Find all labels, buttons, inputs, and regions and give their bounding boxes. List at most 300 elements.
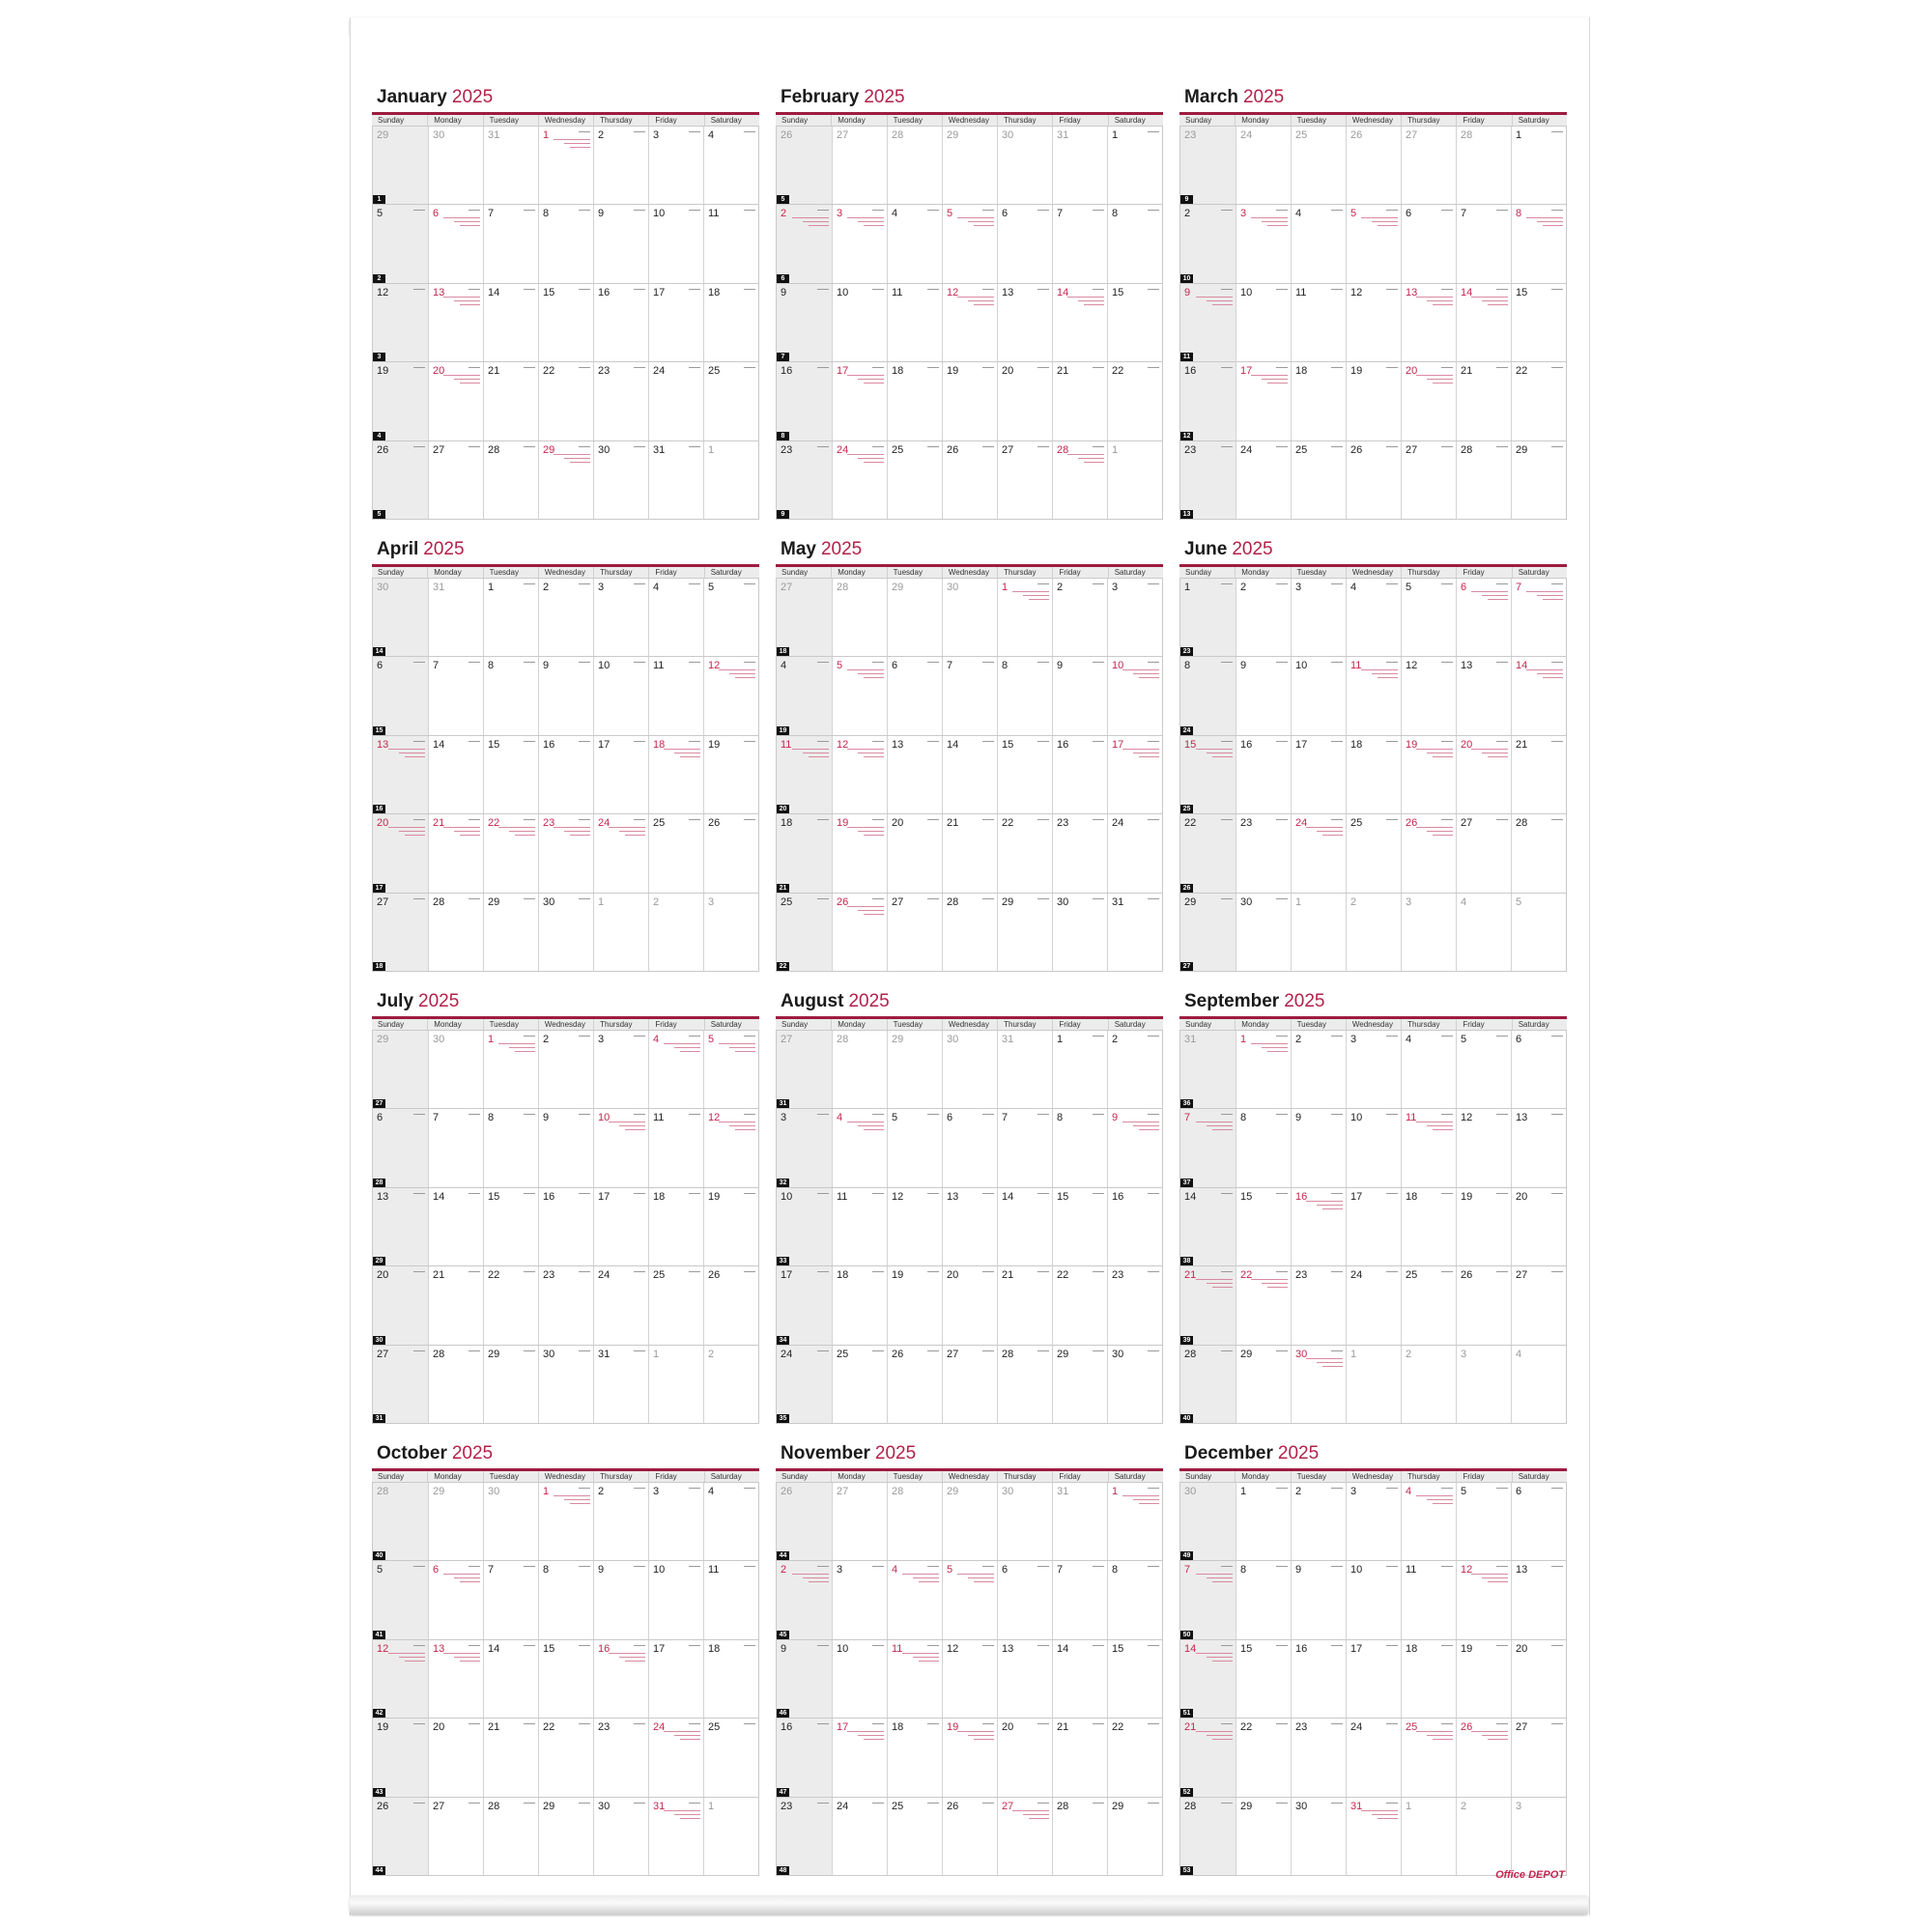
- day-cell[interactable]: [538, 362, 593, 440]
- day-cell[interactable]: [1236, 579, 1291, 656]
- day-cell[interactable]: [1511, 284, 1566, 361]
- day-cell[interactable]: [648, 441, 703, 519]
- day-cell[interactable]: [777, 657, 832, 734]
- day-cell[interactable]: [887, 657, 942, 734]
- day-cell[interactable]: [1052, 205, 1107, 282]
- day-cell[interactable]: [997, 736, 1052, 813]
- day-cell[interactable]: [1346, 1798, 1401, 1875]
- day-cell[interactable]: [777, 127, 832, 204]
- day-cell[interactable]: [1401, 1640, 1456, 1718]
- day-cell[interactable]: [483, 1266, 538, 1344]
- day-cell[interactable]: [538, 1561, 593, 1638]
- day-cell[interactable]: [373, 1346, 428, 1423]
- day-cell[interactable]: [997, 1346, 1052, 1423]
- day-cell[interactable]: [1456, 1798, 1511, 1875]
- day-cell[interactable]: [1052, 1483, 1107, 1560]
- day-cell[interactable]: [1180, 1109, 1236, 1186]
- day-cell[interactable]: [887, 1483, 942, 1560]
- day-cell[interactable]: [887, 1188, 942, 1265]
- day-cell[interactable]: [942, 362, 997, 440]
- day-cell[interactable]: [373, 894, 428, 971]
- day-cell[interactable]: [1107, 657, 1162, 734]
- day-cell[interactable]: [942, 1483, 997, 1560]
- day-cell[interactable]: [832, 205, 887, 282]
- day-cell[interactable]: [648, 1109, 703, 1186]
- day-cell[interactable]: [538, 1483, 593, 1560]
- day-cell[interactable]: [1291, 1640, 1346, 1718]
- day-cell[interactable]: [1456, 1346, 1511, 1423]
- day-cell[interactable]: [1180, 894, 1236, 971]
- day-cell[interactable]: [887, 736, 942, 813]
- day-cell[interactable]: [703, 1640, 758, 1718]
- day-cell[interactable]: [1291, 441, 1346, 519]
- day-cell[interactable]: [997, 894, 1052, 971]
- day-cell[interactable]: [538, 1031, 593, 1108]
- day-cell[interactable]: [777, 736, 832, 813]
- day-cell[interactable]: [997, 1031, 1052, 1108]
- day-cell[interactable]: [1511, 579, 1566, 656]
- day-cell[interactable]: [1456, 1188, 1511, 1265]
- day-cell[interactable]: [777, 814, 832, 892]
- day-cell[interactable]: [1236, 657, 1291, 734]
- day-cell[interactable]: [1456, 894, 1511, 971]
- day-cell[interactable]: [648, 814, 703, 892]
- day-cell[interactable]: [832, 1346, 887, 1423]
- day-cell[interactable]: [1511, 814, 1566, 892]
- day-cell[interactable]: [942, 1719, 997, 1796]
- day-cell[interactable]: [428, 1483, 483, 1560]
- day-cell[interactable]: [648, 1798, 703, 1875]
- day-cell[interactable]: [1052, 736, 1107, 813]
- day-cell[interactable]: [942, 441, 997, 519]
- day-cell[interactable]: [1052, 1031, 1107, 1108]
- day-cell[interactable]: [1052, 1346, 1107, 1423]
- day-cell[interactable]: [648, 127, 703, 204]
- day-cell[interactable]: [703, 814, 758, 892]
- day-cell[interactable]: [1456, 1561, 1511, 1638]
- day-cell[interactable]: [1107, 1719, 1162, 1796]
- day-cell[interactable]: [1180, 205, 1236, 282]
- day-cell[interactable]: [483, 579, 538, 656]
- day-cell[interactable]: [593, 1719, 648, 1796]
- day-cell[interactable]: [483, 1346, 538, 1423]
- day-cell[interactable]: [1052, 362, 1107, 440]
- day-cell[interactable]: [777, 1719, 832, 1796]
- day-cell[interactable]: [832, 1188, 887, 1265]
- day-cell[interactable]: [483, 1109, 538, 1186]
- day-cell[interactable]: [648, 1266, 703, 1344]
- day-cell[interactable]: [428, 1640, 483, 1718]
- day-cell[interactable]: [483, 814, 538, 892]
- day-cell[interactable]: [648, 1188, 703, 1265]
- day-cell[interactable]: [1107, 127, 1162, 204]
- day-cell[interactable]: [703, 1798, 758, 1875]
- day-cell[interactable]: [1456, 284, 1511, 361]
- day-cell[interactable]: [1511, 1483, 1566, 1560]
- day-cell[interactable]: [777, 441, 832, 519]
- day-cell[interactable]: [538, 657, 593, 734]
- day-cell[interactable]: [942, 284, 997, 361]
- day-cell[interactable]: [483, 441, 538, 519]
- day-cell[interactable]: [777, 1561, 832, 1638]
- day-cell[interactable]: [703, 284, 758, 361]
- day-cell[interactable]: [428, 1346, 483, 1423]
- day-cell[interactable]: [1346, 657, 1401, 734]
- day-cell[interactable]: [538, 1188, 593, 1265]
- day-cell[interactable]: [593, 205, 648, 282]
- day-cell[interactable]: [1401, 1798, 1456, 1875]
- day-cell[interactable]: [1236, 1719, 1291, 1796]
- day-cell[interactable]: [1401, 736, 1456, 813]
- day-cell[interactable]: [593, 1483, 648, 1560]
- day-cell[interactable]: [1346, 127, 1401, 204]
- day-cell[interactable]: [777, 205, 832, 282]
- day-cell[interactable]: [483, 284, 538, 361]
- day-cell[interactable]: [1107, 894, 1162, 971]
- day-cell[interactable]: [1456, 362, 1511, 440]
- day-cell[interactable]: [942, 1346, 997, 1423]
- day-cell[interactable]: [832, 127, 887, 204]
- day-cell[interactable]: [887, 1031, 942, 1108]
- day-cell[interactable]: [832, 736, 887, 813]
- day-cell[interactable]: [648, 736, 703, 813]
- day-cell[interactable]: [832, 579, 887, 656]
- day-cell[interactable]: [777, 1109, 832, 1186]
- day-cell[interactable]: [648, 1719, 703, 1796]
- day-cell[interactable]: [1456, 657, 1511, 734]
- day-cell[interactable]: [1511, 1031, 1566, 1108]
- day-cell[interactable]: [1346, 1483, 1401, 1560]
- day-cell[interactable]: [1180, 1266, 1236, 1344]
- day-cell[interactable]: [1180, 814, 1236, 892]
- day-cell[interactable]: [1346, 284, 1401, 361]
- day-cell[interactable]: [703, 1266, 758, 1344]
- day-cell[interactable]: [703, 1483, 758, 1560]
- day-cell[interactable]: [428, 1031, 483, 1108]
- day-cell[interactable]: [1456, 1266, 1511, 1344]
- day-cell[interactable]: [1107, 1798, 1162, 1875]
- day-cell[interactable]: [703, 362, 758, 440]
- day-cell[interactable]: [703, 1031, 758, 1108]
- day-cell[interactable]: [942, 1561, 997, 1638]
- day-cell[interactable]: [887, 127, 942, 204]
- day-cell[interactable]: [428, 1266, 483, 1344]
- day-cell[interactable]: [593, 127, 648, 204]
- day-cell[interactable]: [777, 1640, 832, 1718]
- day-cell[interactable]: [1346, 441, 1401, 519]
- day-cell[interactable]: [1052, 894, 1107, 971]
- day-cell[interactable]: [1291, 205, 1346, 282]
- day-cell[interactable]: [373, 1266, 428, 1344]
- day-cell[interactable]: [538, 894, 593, 971]
- day-cell[interactable]: [1052, 127, 1107, 204]
- day-cell[interactable]: [997, 284, 1052, 361]
- day-cell[interactable]: [832, 1719, 887, 1796]
- day-cell[interactable]: [997, 205, 1052, 282]
- day-cell[interactable]: [1346, 205, 1401, 282]
- day-cell[interactable]: [373, 736, 428, 813]
- day-cell[interactable]: [1511, 205, 1566, 282]
- day-cell[interactable]: [1511, 1719, 1566, 1796]
- day-cell[interactable]: [1291, 284, 1346, 361]
- day-cell[interactable]: [428, 1719, 483, 1796]
- day-cell[interactable]: [777, 1266, 832, 1344]
- day-cell[interactable]: [1346, 579, 1401, 656]
- day-cell[interactable]: [1180, 1719, 1236, 1796]
- day-cell[interactable]: [428, 814, 483, 892]
- day-cell[interactable]: [997, 579, 1052, 656]
- day-cell[interactable]: [703, 205, 758, 282]
- day-cell[interactable]: [373, 1109, 428, 1186]
- day-cell[interactable]: [648, 1561, 703, 1638]
- day-cell[interactable]: [1236, 1266, 1291, 1344]
- day-cell[interactable]: [1180, 579, 1236, 656]
- day-cell[interactable]: [1511, 127, 1566, 204]
- day-cell[interactable]: [832, 894, 887, 971]
- day-cell[interactable]: [777, 1346, 832, 1423]
- day-cell[interactable]: [1291, 1798, 1346, 1875]
- day-cell[interactable]: [373, 1640, 428, 1718]
- day-cell[interactable]: [373, 284, 428, 361]
- day-cell[interactable]: [1291, 579, 1346, 656]
- day-cell[interactable]: [1511, 1266, 1566, 1344]
- day-cell[interactable]: [1107, 1266, 1162, 1344]
- day-cell[interactable]: [703, 1109, 758, 1186]
- day-cell[interactable]: [832, 814, 887, 892]
- day-cell[interactable]: [777, 284, 832, 361]
- day-cell[interactable]: [1236, 441, 1291, 519]
- day-cell[interactable]: [593, 1346, 648, 1423]
- day-cell[interactable]: [1401, 441, 1456, 519]
- day-cell[interactable]: [1107, 579, 1162, 656]
- day-cell[interactable]: [1456, 205, 1511, 282]
- day-cell[interactable]: [373, 127, 428, 204]
- day-cell[interactable]: [777, 1031, 832, 1108]
- day-cell[interactable]: [538, 1798, 593, 1875]
- day-cell[interactable]: [1180, 1346, 1236, 1423]
- day-cell[interactable]: [373, 362, 428, 440]
- day-cell[interactable]: [1346, 1719, 1401, 1796]
- day-cell[interactable]: [1401, 814, 1456, 892]
- day-cell[interactable]: [1346, 1346, 1401, 1423]
- day-cell[interactable]: [942, 1640, 997, 1718]
- day-cell[interactable]: [1107, 441, 1162, 519]
- day-cell[interactable]: [997, 1719, 1052, 1796]
- day-cell[interactable]: [483, 894, 538, 971]
- day-cell[interactable]: [593, 1798, 648, 1875]
- day-cell[interactable]: [373, 1561, 428, 1638]
- day-cell[interactable]: [483, 1031, 538, 1108]
- day-cell[interactable]: [942, 814, 997, 892]
- day-cell[interactable]: [593, 814, 648, 892]
- day-cell[interactable]: [1401, 1109, 1456, 1186]
- day-cell[interactable]: [538, 814, 593, 892]
- day-cell[interactable]: [1236, 894, 1291, 971]
- day-cell[interactable]: [832, 657, 887, 734]
- day-cell[interactable]: [1401, 1483, 1456, 1560]
- day-cell[interactable]: [703, 894, 758, 971]
- day-cell[interactable]: [1511, 441, 1566, 519]
- day-cell[interactable]: [483, 362, 538, 440]
- day-cell[interactable]: [832, 1031, 887, 1108]
- day-cell[interactable]: [1401, 1561, 1456, 1638]
- day-cell[interactable]: [428, 657, 483, 734]
- day-cell[interactable]: [777, 1188, 832, 1265]
- day-cell[interactable]: [593, 1561, 648, 1638]
- day-cell[interactable]: [1236, 362, 1291, 440]
- day-cell[interactable]: [1236, 284, 1291, 361]
- day-cell[interactable]: [887, 284, 942, 361]
- day-cell[interactable]: [1052, 1109, 1107, 1186]
- day-cell[interactable]: [1511, 1346, 1566, 1423]
- day-cell[interactable]: [593, 1266, 648, 1344]
- day-cell[interactable]: [1052, 814, 1107, 892]
- day-cell[interactable]: [1107, 1640, 1162, 1718]
- day-cell[interactable]: [648, 657, 703, 734]
- day-cell[interactable]: [832, 1561, 887, 1638]
- day-cell[interactable]: [942, 1798, 997, 1875]
- day-cell[interactable]: [373, 657, 428, 734]
- day-cell[interactable]: [1052, 441, 1107, 519]
- day-cell[interactable]: [538, 284, 593, 361]
- day-cell[interactable]: [703, 441, 758, 519]
- day-cell[interactable]: [1052, 1640, 1107, 1718]
- day-cell[interactable]: [1346, 1188, 1401, 1265]
- day-cell[interactable]: [997, 657, 1052, 734]
- day-cell[interactable]: [538, 1109, 593, 1186]
- day-cell[interactable]: [1236, 1483, 1291, 1560]
- day-cell[interactable]: [1401, 1266, 1456, 1344]
- day-cell[interactable]: [1291, 1719, 1346, 1796]
- day-cell[interactable]: [1456, 1483, 1511, 1560]
- day-cell[interactable]: [1456, 1031, 1511, 1108]
- day-cell[interactable]: [428, 579, 483, 656]
- day-cell[interactable]: [483, 736, 538, 813]
- day-cell[interactable]: [1236, 205, 1291, 282]
- day-cell[interactable]: [1456, 579, 1511, 656]
- day-cell[interactable]: [1401, 284, 1456, 361]
- day-cell[interactable]: [538, 1719, 593, 1796]
- day-cell[interactable]: [1291, 1188, 1346, 1265]
- day-cell[interactable]: [1180, 736, 1236, 813]
- day-cell[interactable]: [428, 127, 483, 204]
- day-cell[interactable]: [1291, 736, 1346, 813]
- day-cell[interactable]: [538, 205, 593, 282]
- day-cell[interactable]: [428, 284, 483, 361]
- day-cell[interactable]: [1456, 1719, 1511, 1796]
- day-cell[interactable]: [1180, 441, 1236, 519]
- day-cell[interactable]: [832, 362, 887, 440]
- day-cell[interactable]: [1107, 362, 1162, 440]
- day-cell[interactable]: [428, 894, 483, 971]
- day-cell[interactable]: [538, 441, 593, 519]
- day-cell[interactable]: [593, 441, 648, 519]
- day-cell[interactable]: [1236, 1188, 1291, 1265]
- day-cell[interactable]: [373, 1719, 428, 1796]
- day-cell[interactable]: [1107, 1109, 1162, 1186]
- day-cell[interactable]: [538, 1346, 593, 1423]
- day-cell[interactable]: [593, 579, 648, 656]
- day-cell[interactable]: [483, 127, 538, 204]
- day-cell[interactable]: [428, 441, 483, 519]
- day-cell[interactable]: [887, 814, 942, 892]
- day-cell[interactable]: [997, 1798, 1052, 1875]
- day-cell[interactable]: [373, 1798, 428, 1875]
- day-cell[interactable]: [1511, 894, 1566, 971]
- day-cell[interactable]: [593, 1640, 648, 1718]
- day-cell[interactable]: [942, 127, 997, 204]
- day-cell[interactable]: [1180, 657, 1236, 734]
- day-cell[interactable]: [648, 1483, 703, 1560]
- day-cell[interactable]: [373, 814, 428, 892]
- day-cell[interactable]: [887, 894, 942, 971]
- day-cell[interactable]: [832, 1109, 887, 1186]
- day-cell[interactable]: [648, 362, 703, 440]
- day-cell[interactable]: [483, 1640, 538, 1718]
- day-cell[interactable]: [887, 1266, 942, 1344]
- day-cell[interactable]: [483, 1719, 538, 1796]
- day-cell[interactable]: [1236, 1561, 1291, 1638]
- day-cell[interactable]: [1456, 814, 1511, 892]
- day-cell[interactable]: [483, 205, 538, 282]
- day-cell[interactable]: [1346, 736, 1401, 813]
- day-cell[interactable]: [1346, 814, 1401, 892]
- day-cell[interactable]: [1180, 1483, 1236, 1560]
- day-cell[interactable]: [593, 1031, 648, 1108]
- day-cell[interactable]: [703, 579, 758, 656]
- day-cell[interactable]: [593, 362, 648, 440]
- day-cell[interactable]: [1052, 284, 1107, 361]
- day-cell[interactable]: [887, 441, 942, 519]
- day-cell[interactable]: [997, 1266, 1052, 1344]
- day-cell[interactable]: [373, 1483, 428, 1560]
- day-cell[interactable]: [648, 1640, 703, 1718]
- day-cell[interactable]: [1401, 1719, 1456, 1796]
- day-cell[interactable]: [428, 1561, 483, 1638]
- day-cell[interactable]: [373, 205, 428, 282]
- day-cell[interactable]: [1346, 1109, 1401, 1186]
- day-cell[interactable]: [887, 1561, 942, 1638]
- day-cell[interactable]: [1052, 1798, 1107, 1875]
- day-cell[interactable]: [1236, 1109, 1291, 1186]
- day-cell[interactable]: [1511, 362, 1566, 440]
- day-cell[interactable]: [942, 205, 997, 282]
- day-cell[interactable]: [832, 1266, 887, 1344]
- day-cell[interactable]: [1346, 894, 1401, 971]
- day-cell[interactable]: [1052, 1561, 1107, 1638]
- day-cell[interactable]: [997, 1109, 1052, 1186]
- day-cell[interactable]: [1346, 1266, 1401, 1344]
- day-cell[interactable]: [1236, 1640, 1291, 1718]
- day-cell[interactable]: [1346, 1561, 1401, 1638]
- day-cell[interactable]: [1511, 657, 1566, 734]
- day-cell[interactable]: [1401, 1188, 1456, 1265]
- day-cell[interactable]: [887, 362, 942, 440]
- day-cell[interactable]: [703, 1188, 758, 1265]
- day-cell[interactable]: [1291, 1483, 1346, 1560]
- day-cell[interactable]: [1180, 127, 1236, 204]
- day-cell[interactable]: [887, 1798, 942, 1875]
- day-cell[interactable]: [593, 1109, 648, 1186]
- day-cell[interactable]: [997, 1483, 1052, 1560]
- day-cell[interactable]: [428, 1109, 483, 1186]
- day-cell[interactable]: [1456, 1109, 1511, 1186]
- day-cell[interactable]: [483, 1798, 538, 1875]
- day-cell[interactable]: [1346, 362, 1401, 440]
- day-cell[interactable]: [1401, 657, 1456, 734]
- day-cell[interactable]: [648, 284, 703, 361]
- day-cell[interactable]: [942, 579, 997, 656]
